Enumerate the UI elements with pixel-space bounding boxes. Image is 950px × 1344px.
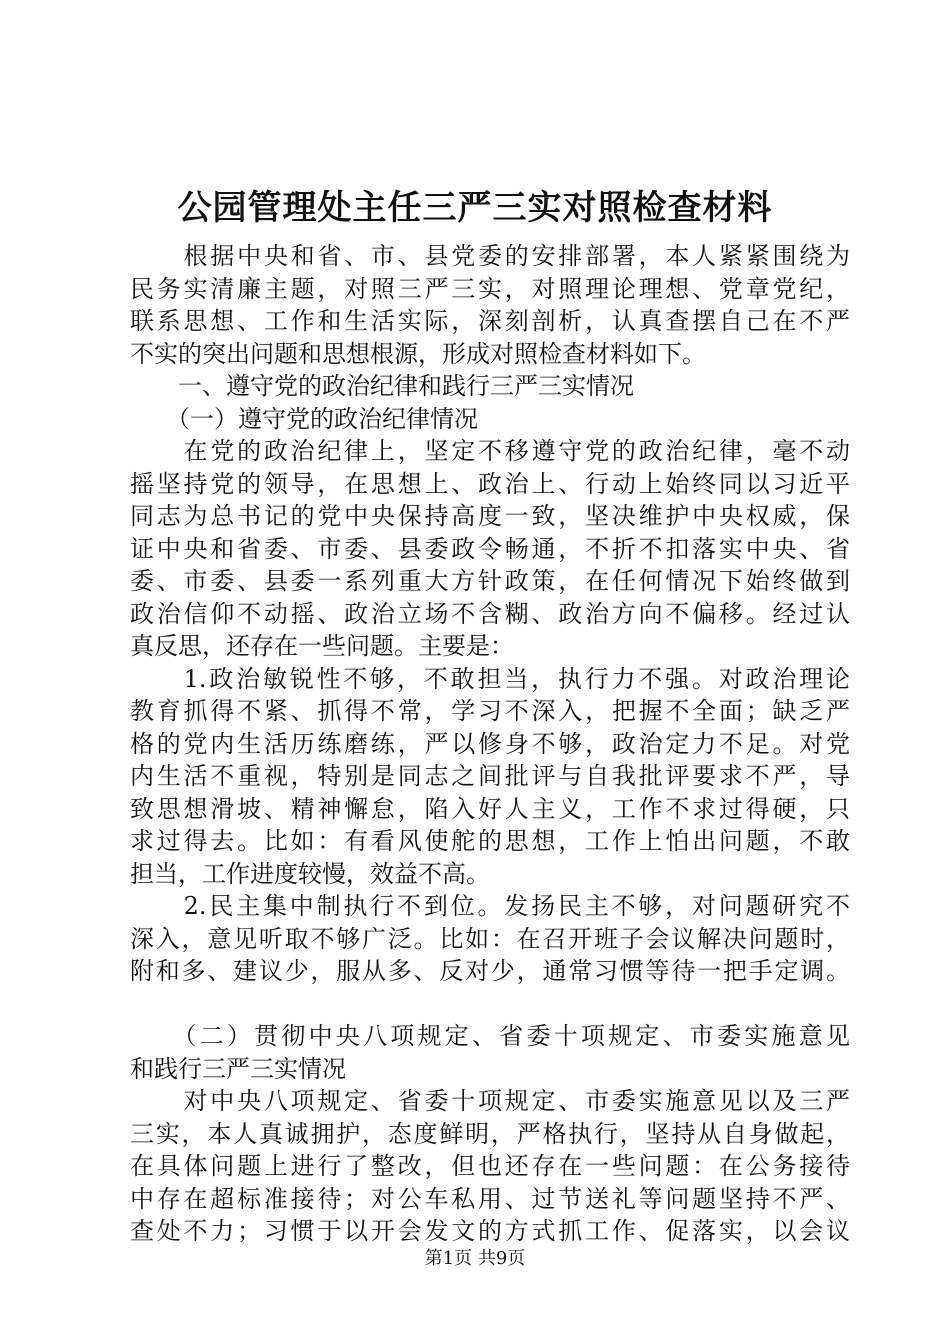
paragraph-line: 中存在超标准接待；对公车私用、过节送礼等问题坚持不严、 [130, 1184, 850, 1213]
document-body [130, 240, 850, 1248]
paragraph-line: 真反思，还存在一些问题。主要是： [130, 632, 514, 660]
blank-line [130, 988, 850, 1021]
section-heading: 一、遵守党的政治纪律和践行三严三实情况 [130, 372, 634, 400]
paragraph-line: 致思想滑坡、精神懈怠，陷入好人主义，工作不求过得硬，只 [130, 794, 850, 823]
paragraph-line: 教育抓得不紧、抓得不常，学习不深入，把握不全面；缺乏严 [130, 697, 850, 725]
paragraph-line: 三实，本人真诚拥护，态度鲜明，严格执行，坚持从自身做起， [130, 1119, 850, 1148]
paragraph-line: 附和多、建议少，服从多、反对少，通常习惯等待一把手定调。 [130, 957, 850, 985]
paragraph-line: 内生活不重视，特别是同志之间批评与自我批评要求不严，导 [130, 762, 850, 790]
paragraph-line: 在党的政治纪律上，坚定不移遵守党的政治纪律，毫不动 [130, 437, 850, 465]
paragraph-line: 不实的突出问题和思想根源，形成对照检查材料如下。 [130, 339, 706, 368]
paragraph-line: 对中央八项规定、省委十项规定、市委实施意见以及三严 [130, 1087, 850, 1115]
paragraph-line: 同志为总书记的党中央保持高度一致，坚决维护中央权威，保 [130, 502, 850, 530]
paragraph-line: 联系思想、工作和生活实际，深刻剖析，认真查摆自己在不严 [130, 307, 850, 335]
page-number-footer: 第1页 共9页 [424, 1248, 526, 1269]
numbered-item-line: 2.民主集中制执行不到位。发扬民主不够，对问题研究不 [130, 892, 850, 920]
paragraph-line: 格的党内生活历练磨练，严以修身不够，政治定力不足。对党 [130, 729, 850, 758]
paragraph-line: 在具体问题上进行了整改，但也还存在一些问题：在公务接待 [130, 1152, 850, 1180]
subsection-heading: （二）贯彻中央八项规定、省委十项规定、市委实施意见 [130, 1022, 850, 1050]
document-title: 公园管理处主任三严三实对照检查材料 [177, 188, 773, 228]
paragraph-line: 摇坚持党的领导，在思想上、政治上、行动上始终同以习近平 [130, 469, 850, 498]
paragraph-line: 根据中央和省、市、县党委的安排部署，本人紧紧围绕为 [130, 242, 850, 270]
paragraph-line: 查处不力；习惯于以开会发文的方式抓工作、促落实，以会议 [130, 1217, 850, 1245]
paragraph-line: 政治信仰不动摇、政治立场不含糊、政治方向不偏移。经过认 [130, 599, 850, 628]
paragraph-line: 民务实清廉主题，对照三严三实，对照理论理想、党章党纪， [130, 274, 850, 303]
paragraph-line: 深入，意见听取不够广泛。比如：在召开班子会议解决问题时， [130, 924, 850, 953]
numbered-item-line: 1.政治敏锐性不够，不敢担当，执行力不强。对政治理论 [130, 664, 850, 693]
paragraph-line: 证中央和省委、市委、县委政令畅通，不折不扣落实中央、省 [130, 534, 850, 563]
paragraph-line: 委、市委、县委一系列重大方针政策，在任何情况下始终做到 [130, 567, 850, 595]
paragraph-line: 求过得去。比如：有看风使舵的思想，工作上怕出问题，不敢 [130, 827, 850, 855]
subsection-heading: 和践行三严三实情况 [130, 1054, 346, 1083]
subsection-heading: （一）遵守党的政治纪律情况 [130, 404, 478, 433]
paragraph-line: 担当，工作进度较慢，效益不高。 [130, 859, 490, 888]
